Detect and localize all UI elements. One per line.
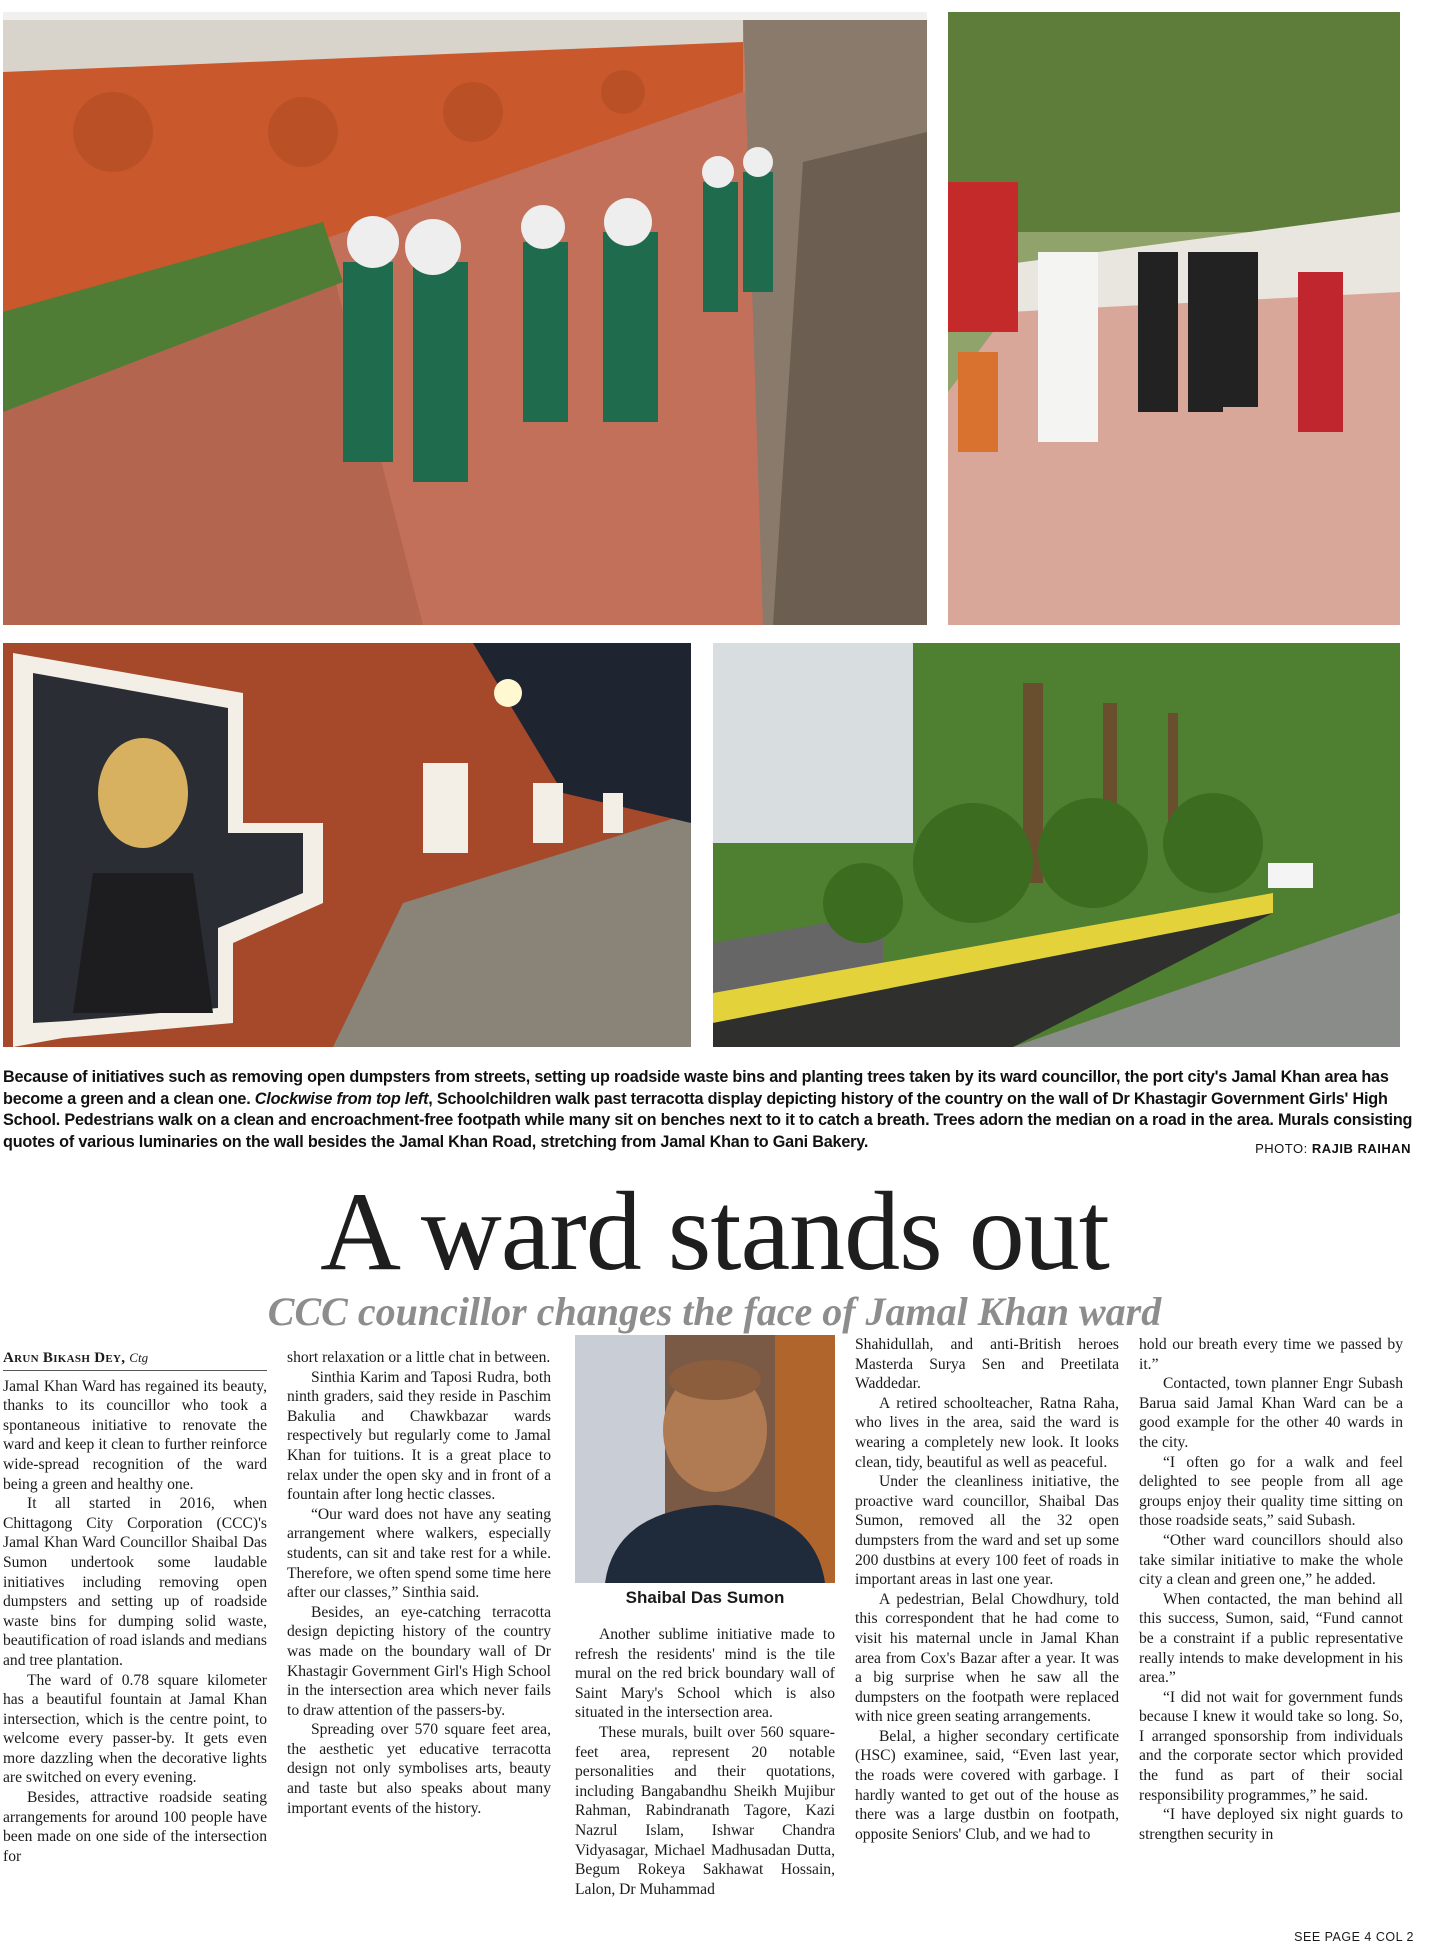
headline: A ward stands out: [320, 1170, 1109, 1294]
paragraph: “I did not wait for government funds because I knew it would take so long. So, I arranged sponsorship from individuals and the corporate sector which provided the fund as part of their social responsibility programmes,” he said.: [1139, 1688, 1403, 1804]
photo-credit: [1255, 1141, 1411, 1156]
article-column-2: [287, 1348, 551, 1818]
paragraph: Under the cleanliness initiative, the proactive ward councillor, Shaibal Das Sumon, removed all the 32 open dumpsters from the ward and set up some 200 dustbins at every 100 feet of roads in important areas in last one year.: [855, 1473, 1119, 1589]
mosaic-mural-wall-photo: [3, 643, 691, 1047]
paragraph: Sinthia Karim and Taposi Rudra, both ninth graders, said they reside in Paschim Bakulia and Chawkbazar wards respectively but regularly come to Jamal Khan for tuitions. It is a great place to relax under the open sky and in front of a fountain after long hectic classes.: [287, 1368, 551, 1504]
paragraph: “Other ward councillors should also take similar initiative to make the whole city a clean and green one,” he added.: [1139, 1531, 1403, 1589]
paragraph: “Our ward does not have any seating arrangement where walkers, especially students, can sit and take rest for a while. Therefore, we often spend some time here after our classes,” Sinthia said.: [287, 1505, 551, 1602]
subheadline: CCC councillor changes the face of Jamal Khan ward: [267, 1289, 1162, 1334]
portrait-caption: Shaibal Das Sumon: [625, 1588, 785, 1607]
paragraph: Besides, an eye-catching terracotta design depicting history of the country was made on the boundary wall of Dr Khastagir Government Girl's High School in the intersection area which never fails to draw attention of the passers-by.: [287, 1603, 551, 1719]
article-column-5: [1139, 1335, 1403, 1844]
paragraph: “I often go for a walk and feel delighted to see people from all age groups enjoy their quality time sitting on those roadside seats,” said Subash.: [1139, 1453, 1403, 1530]
credit-label: PHOTO:: [1255, 1141, 1312, 1156]
tree-lined-median-photo: [713, 643, 1400, 1047]
byline: [3, 1348, 267, 1371]
paragraph: short relaxation or a little chat in between.: [287, 1349, 551, 1366]
article-column-1: [3, 1348, 267, 1866]
paragraph: When contacted, the man behind all this success, Sumon, said, “Fund cannot be a constraint if a public representative really intends to make development in his area.”: [1139, 1590, 1403, 1687]
caption-text-2: , Schoolchildren walk past terracotta display depicting history of the country on the wall of Dr Khastagir Government Girls' High School. Pedestrians walk on a clean and encroachment-free footpath while many sit on benches next to it to catch a breath. Trees adorn the median on a road in the area. Murals consisting quotes of various luminaries on the wall besides the Jamal Khan Road, stretching from Jamal Khan to Gani Bakery.: [3, 1089, 1413, 1151]
photo-caption: [3, 1067, 1414, 1153]
paragraph: It all started in 2016, when Chittagong City Corporation (CCC)'s Jamal Khan Ward Councillor Shaibal Das Sumon undertook some laudable initiatives including removing open dumpsters and setting up of roadside waste bins for dumping solid waste, beautification of road islands and medians and tree plantation.: [3, 1495, 267, 1669]
credit-name: RAJIB RAIHAN: [1311, 1141, 1411, 1156]
portrait-photo: [575, 1335, 835, 1583]
schoolchildren-terracotta-wall-photo: [3, 12, 927, 625]
paragraph: Besides, attractive roadside seating arrangements for around 100 people have been made on one side of the intersection for: [3, 1789, 267, 1865]
caption-italic: Clockwise from top left: [254, 1089, 429, 1108]
paragraph: “I have deployed six night guards to strengthen security in: [1139, 1806, 1403, 1843]
paragraph: A pedestrian, Belal Chowdhury, told this correspondent that he had come to visit his maternal uncle in Jamal Khan area from Cox's Bazar after a year. It was a big surprise when he saw all the dumpsters on the footpath were replaced with nice green seating arrangements.: [855, 1590, 1119, 1726]
caption-text: Because of initiatives such as removing open dumpsters from streets, setting up roadside waste bins and planting trees taken by its ward councillor, the port city's Jamal Khan area has become a green and a clean one.: [3, 1068, 1389, 1108]
byline-location: Ctg: [129, 1350, 149, 1365]
pedestrians-footpath-photo: [948, 12, 1400, 625]
paragraph: Another sublime initiative made to refresh the residents' mind is the tile mural on the red brick boundary wall of Saint Mary's School which is also situated in the intersection area.: [575, 1626, 835, 1722]
paragraph: Shahidullah, and anti-British heroes Masterda Surya Sen and Preetilata Waddedar.: [855, 1336, 1119, 1393]
continued-jump-line[interactable]: SEE PAGE 4 COL 2: [1294, 1930, 1414, 1944]
paragraph: Contacted, town planner Engr Subash Barua said Jamal Khan Ward can be a good example for the other 40 wards in the city.: [1139, 1375, 1403, 1451]
paragraph: These murals, built over 560 square-feet area, represent 20 notable personalities and their quotations, including Bangabandhu Sheikh Mujibur Rahman, Rabindranath Tagore, Kazi Nazrul Islam, Ishwar Chandra Vidyasagar, Michael Madhusadan Dutta, Begum Rokeya Sakhawat Hossain, Lalon, Dr Muhammad: [575, 1723, 835, 1898]
byline-name: Arun Bikash Dey,: [3, 1350, 126, 1366]
article-column-4: [855, 1335, 1119, 1844]
paragraph: The ward of 0.78 square kilometer has a beautiful fountain at Jamal Khan intersection, which is the centre point, to welcome every passer-by. It gets even more dazzling when the decorative lights are switched on every evening.: [3, 1671, 267, 1787]
paragraph: hold our breath every time we passed by it.”: [1139, 1336, 1403, 1373]
paragraph: Belal, a higher secondary certificate (HSC) examinee, said, “Even last year, the roads were covered with garbage. I hardly wanted to get out of the house as there was a large dustbin on footpath, opposite Seniors' Club, and we had to: [855, 1727, 1119, 1843]
paragraph: Spreading over 570 square feet area, the aesthetic yet educative terracotta design not only symbolises arts, beauty and taste but also speaks about many important events of the history.: [287, 1721, 551, 1817]
paragraph: Jamal Khan Ward has regained its beauty, thanks to its councillor who took a spontaneous initiative to renovate the ward and keep it clean to further reinforce wide-spread recognition of the ward being a green and healthy one.: [3, 1377, 267, 1493]
article-column-3: [575, 1625, 835, 1899]
paragraph: A retired schoolteacher, Ratna Raha, who lives in the area, said the ward is wearing a completely new look. It looks clean, tidy, beautiful as well as peaceful.: [855, 1394, 1119, 1471]
